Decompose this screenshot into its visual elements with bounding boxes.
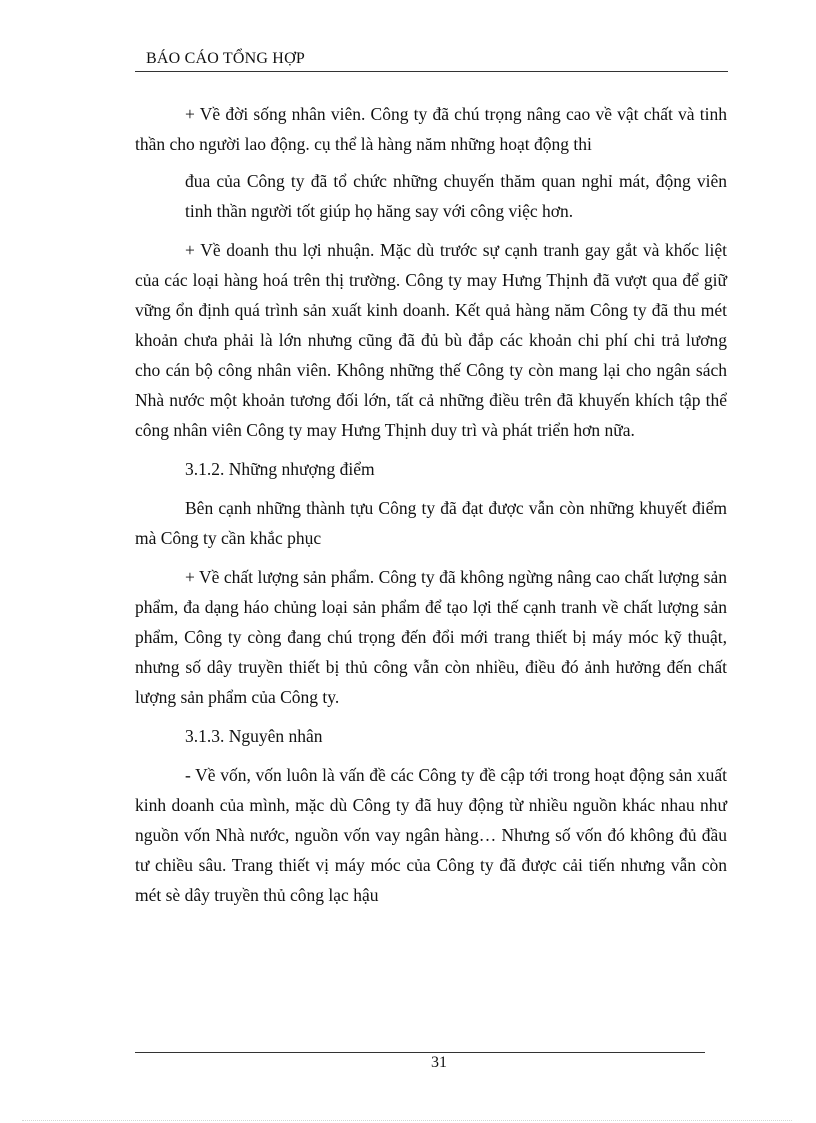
paragraph-revenue-profit: + Về doanh thu lợi nhuận. Mặc dù trước sự cạnh tranh gay gắt và khốc liệt của các loại hàng hoá trên thị trường. Công ty may Hưng Thịnh đã vượt qua để giữ vững ổn định quá trình sản xuất kinh doanh. Kết quả hàng năm Công ty đã thu mét khoản chưa phải là lớn nhưng cũng đã đủ bù đắp các khoản chi phí chi trả lương cho cán bộ công nhân viên. Không những thế Công ty còn mang lại cho ngân sách Nhà nước một khoản tương đối lớn, tất cả những điều trên đã khuyến khích tập thể công nhân viên Công ty may Hưng Thịnh duy trì và phát triển hơn nữa. xyxy=(135,240,727,440)
document-body xyxy=(135,99,727,910)
paragraph-capital: - Về vốn, vốn luôn là vấn đề các Công ty đề cập tới trong hoạt động sản xuất kinh doanh của mình, mặc dù Công ty đã huy động từ nhiều nguồn khác nhau như nguồn vốn Nhà nước, nguồn vốn vay ngân hàng… Nhưng số vốn đó không đủ đầu tư chiều sâu. Trang thiết vị máy móc của Công ty đã được cải tiến nhưng vẫn còn mét sè dây truyền thủ công lạc hậu xyxy=(135,765,727,905)
section-heading-causes: 3.1.3. Nguyên nhân xyxy=(185,726,323,746)
page-edge-dotted-line xyxy=(22,1120,792,1121)
paragraph-weaknesses-intro: Bên cạnh những thành tựu Công ty đã đạt được vẫn còn những khuyết điểm mà Công ty cần khắc phục xyxy=(135,498,727,548)
paragraph-employee-life: + Về đời sống nhân viên. Công ty đã chú trọng nâng cao về vật chất và tinh thần cho người lao động. cụ thể là hàng năm những hoạt động thi xyxy=(135,104,727,154)
footer-divider xyxy=(135,1052,705,1053)
page-header-title: BÁO CÁO TỔNG HỢP xyxy=(146,50,305,67)
paragraph-employee-life-cont: đua của Công ty đã tổ chức những chuyến thăm quan nghỉ mát, động viên tinh thần người tốt giúp họ hăng say với công việc hơn. xyxy=(185,171,727,221)
paragraph-product-quality: + Về chất lượng sản phẩm. Công ty đã không ngừng nâng cao chất lượng sản phẩm, đa dạng háo chủng loại sản phẩm để tạo lợi thế cạnh tranh về chất lượng sản phẩm, Công ty còng đang chú trọng đến đổi mới trang thiết bị máy móc kỹ thuật, nhưng số dây truyền thiết bị thủ công vẫn còn nhiều, điều đó ảnh hưởng đến chất lượng sản phẩm của Công ty. xyxy=(135,567,727,707)
page-number: 31 xyxy=(431,1054,447,1071)
header-divider xyxy=(135,71,728,72)
section-heading-weaknesses: 3.1.2. Những nhượng điểm xyxy=(185,459,375,479)
